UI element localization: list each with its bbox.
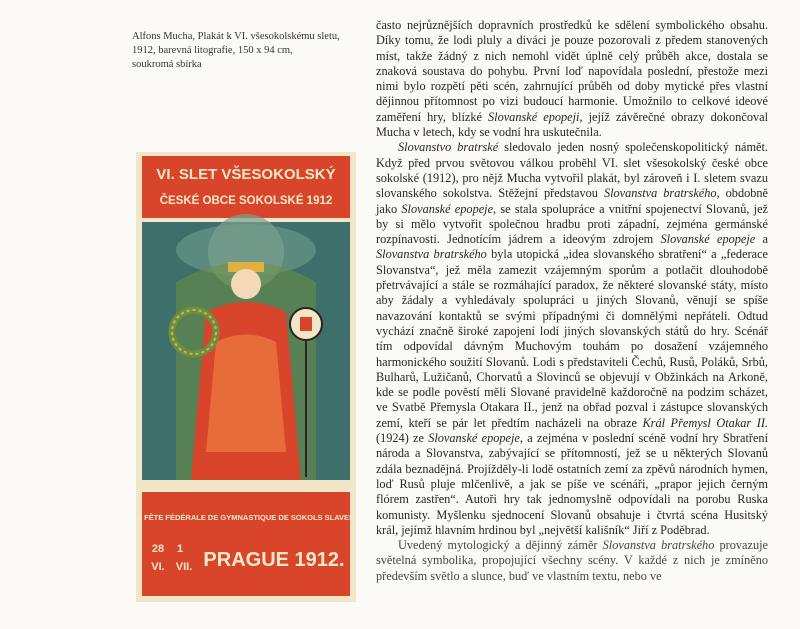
italic-title: Slovanské epopeje — [428, 431, 520, 446]
poster-top-title: VI. SLET VŠESOKOLSKÝ — [156, 166, 336, 183]
poster-date-day2: 1 — [176, 543, 184, 555]
italic-title: Slovanské epopeje — [401, 201, 494, 216]
text-run: často nejrůznějších dopravních prostředků ke sdělení symbolického obsahu. Díky tomu, že lodi pluly a diváci je pouze pozorovali z předem stanovených míst, takže žádný z nich nemohl vidět úplně celý průběh akce, dostala se znaková soustava do pohybu. První loď napovídala poslední, přestože mezi nimi bylo rozpětí pěti scén, zahrnující průběh od doby mytické přes vlastní dějinnou přítomnost po vizi budoucí harmonie. Umožnilo to celkové ideové zaměření hry, blízké — [376, 18, 768, 124]
poster-city: PRAGUE 1912. — [203, 549, 345, 571]
text-run: , se stala spolupráce a vnitřní spojenectví Slovanů, jež by si mělo vytvořit společnou hradbu proti západní, zejména germánské rozpínavosti. Jednotícím jádrem a ideovým zdrojem — [376, 201, 768, 247]
italic-title: Slovanské epopeje — [660, 232, 756, 247]
text-run: (1924) ze — [376, 431, 429, 446]
caption-line: Alfons Mucha, Plakát k VI. všesokolskému sletu, — [132, 31, 340, 42]
text-run: Uvedený mytologický a dějinný záměr — [398, 538, 603, 553]
paragraph — [376, 538, 768, 584]
text-run: byla utopická „idea slovanského sbratření“ a „federace Slovanstva“, jež měla zamezit vzájemným sporům a potlačit dlouhodobě přetrvávající a stále se rozmáhající paradox, že některé slovanské státy, místo aby žádaly a vyhledávaly spolupráci u jiných Slovanů, věnují se spíše navazování kontaktů se svými případnými či domnělými nepřáteli. Odtud vychází značně široké zapojení lodí jiných slovanských států do hry. Scénář tím odpovídal dávným Muchovým touhám po dosažení vzájemného harmonického soužití Slovanů. Lodi s představiteli Čechů, Rusů, Poláků, Srbů, Bulharů, Lužičanů, Chorvatů a Slovinců se objevují v Obžinkách na Arkoně, kde se podle pověstí měli Slované pravidelně každoročně na podzim scházet, ve Svatbě Přemysla Otakara II., jenž na obřad pozval i zástupce slovanských zemí, kteří se pár let předtím nacházeli na obraze — [376, 247, 769, 430]
text-run: a — [755, 232, 768, 247]
italic-title: Král Přemysl Otakar II. — [642, 415, 768, 430]
caption-line: 1912, barevná litografie, 150 x 94 cm, — [132, 45, 293, 56]
poster-top-subtitle: ČESKÉ OBCE SOKOLSKÉ 1912 — [159, 195, 333, 207]
poster-date-month2: VII. — [175, 561, 193, 573]
figure-caption — [132, 30, 352, 72]
text-run: provazuje světelná symbolika, propojující všechny scény. V každé z nich je zmíněno především světlo a slunce, buď ve vlastním textu, nebo ve — [376, 538, 768, 583]
italic-title: Slovanstva bratrského — [603, 186, 717, 201]
text-run: , a zejména v poslední scéně vodní hry Sbratření národa a Slovanstva, zabývající se přítomností, jež se u některých Slovanů zdála beznadějná. Projížděly-li lodě ostatních zemí za zpěvů národních hymen, loď Rusů pluje mlčenlivě, a jak se píše ve scénáři, „prapor jejich černým flórem zastřen“. Autoři hry tak jednomyslně odpovídali na porobu Ruska komunisty. Myšlenku sjednocení Slovanů obsahuje i čtvrtá scéna Husitský král, jejímž hlavním hrdinou byl „největší kališník“ Jiří z Poděbrad. — [376, 431, 768, 537]
poster-date-month1: VI. — [151, 561, 165, 573]
text-run: , jejíž závěrečné obrazy dokončoval Mucha v letech, kdy se vodní hra uskutečnila. — [376, 109, 768, 140]
text-run: sledovalo jeden nosný společenskopolitický námět. Když před prvou světovou válkou proběhl VI. slet všesokolský české obce sokolské (1912), pro nějž Mucha vytvořil plakát, byl zároveň i I. sletem svazu slovanského sokolstva. Stěžejní představou — [376, 140, 769, 201]
italic-title: Slovanstvo bratrské — [398, 140, 499, 155]
paragraph — [376, 18, 768, 140]
poster-bottom-title: I. FÊTE FÉDÉRALE DE GYMNASTIQUE DE SOKOLS SLAVES — [137, 513, 355, 522]
italic-title: Slovanstva bratrského — [376, 247, 487, 262]
text-run: , obdobně jako — [376, 186, 769, 216]
mucha-poster-image — [136, 152, 356, 602]
italic-title: Slovanské epopeji — [488, 109, 580, 124]
paragraph — [376, 140, 768, 538]
article-text — [376, 18, 768, 584]
poster-date-day1: 28 — [151, 543, 165, 555]
caption-line: soukromá sbírka — [132, 59, 202, 70]
italic-title: Slovanstva bratrského — [602, 538, 715, 553]
